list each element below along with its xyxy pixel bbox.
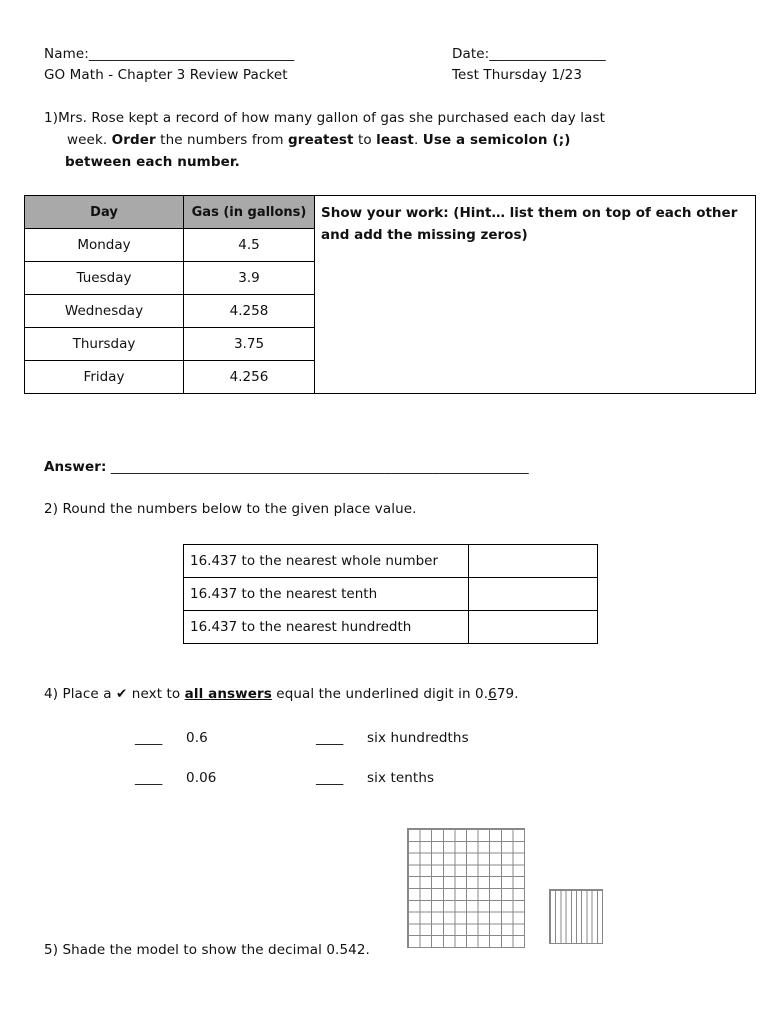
q1-line1 — [44, 110, 605, 126]
q1-number: 1) — [44, 110, 59, 126]
gas-cell: 4.258 — [184, 295, 315, 328]
q1-line2 — [67, 132, 570, 148]
q4-prompt — [44, 686, 519, 702]
q4-all-answers: all answers — [184, 686, 272, 702]
day-cell: Thursday — [25, 328, 184, 361]
tenths-strip-model[interactable] — [549, 889, 603, 944]
option-blank[interactable]: ____ — [135, 770, 163, 786]
gas-cell: 3.9 — [184, 262, 315, 295]
gas-cell: 4.5 — [184, 229, 315, 262]
day-cell: Tuesday — [25, 262, 184, 295]
q4-text-e: 79. — [496, 686, 519, 702]
option-blank[interactable]: ____ — [316, 730, 344, 746]
q4-text-a: 4) Place a ✔ next to — [44, 686, 185, 702]
table-row — [184, 545, 598, 578]
answer-line[interactable]: _____________________________________________________________ — [110, 459, 529, 475]
q2-prompt: 2) Round the numbers below to the given place value. — [44, 501, 417, 517]
option-blank[interactable]: ____ — [135, 730, 163, 746]
option-label: six hundredths — [367, 730, 469, 746]
q1-text-a: week. — [67, 132, 112, 148]
option-label: 0.06 — [186, 770, 217, 786]
q1-least: least — [376, 132, 414, 148]
header-gas: Gas (in gallons) — [184, 196, 315, 229]
rounding-question: 16.437 to the nearest whole number — [184, 545, 469, 578]
date-field[interactable]: Date:_________________ — [452, 46, 606, 62]
q1-order: Order — [111, 132, 156, 148]
work-prompt: Show your work: (Hint… list them on top of each other and add the missing zeros) — [321, 205, 738, 243]
q1-line3: between each number. — [65, 154, 240, 170]
rounding-answer-cell[interactable] — [469, 611, 598, 644]
gas-table — [24, 195, 756, 394]
q1-semicolon-instruction: Use a semicolon (;) — [422, 132, 571, 148]
hundredths-grid-model[interactable] — [407, 828, 525, 948]
q1-greatest: greatest — [288, 132, 354, 148]
packet-title: GO Math - Chapter 3 Review Packet — [44, 67, 288, 83]
q1-text: Mrs. Rose kept a record of how many gallon of gas she purchased each day last — [58, 110, 605, 126]
q4-underlined-digit: 6 — [488, 686, 497, 702]
work-area[interactable] — [315, 196, 756, 394]
gas-cell: 3.75 — [184, 328, 315, 361]
rounding-question: 16.437 to the nearest hundredth — [184, 611, 469, 644]
header-day: Day — [25, 196, 184, 229]
rounding-answer-cell[interactable] — [469, 545, 598, 578]
answer-label: Answer: — [44, 459, 107, 475]
q1-text-c: the numbers from — [155, 132, 289, 148]
name-field[interactable]: Name:______________________________ — [44, 46, 295, 62]
answer-row — [44, 459, 529, 475]
table-row — [184, 578, 598, 611]
q1-text-e: to — [353, 132, 377, 148]
test-date: Test Thursday 1/23 — [452, 67, 583, 83]
q4-text-c: equal the underlined digit in 0. — [271, 686, 489, 702]
table-row — [184, 611, 598, 644]
day-cell: Friday — [25, 361, 184, 394]
option-label: six tenths — [367, 770, 435, 786]
option-blank[interactable]: ____ — [316, 770, 344, 786]
gas-cell: 4.256 — [184, 361, 315, 394]
q5-prompt: 5) Shade the model to show the decimal 0.542. — [44, 942, 370, 958]
rounding-answer-cell[interactable] — [469, 578, 598, 611]
rounding-question: 16.437 to the nearest tenth — [184, 578, 469, 611]
day-cell: Wednesday — [25, 295, 184, 328]
q1-text-g: . — [413, 132, 423, 148]
day-cell: Monday — [25, 229, 184, 262]
option-label: 0.6 — [186, 730, 208, 746]
rounding-table — [183, 544, 598, 644]
